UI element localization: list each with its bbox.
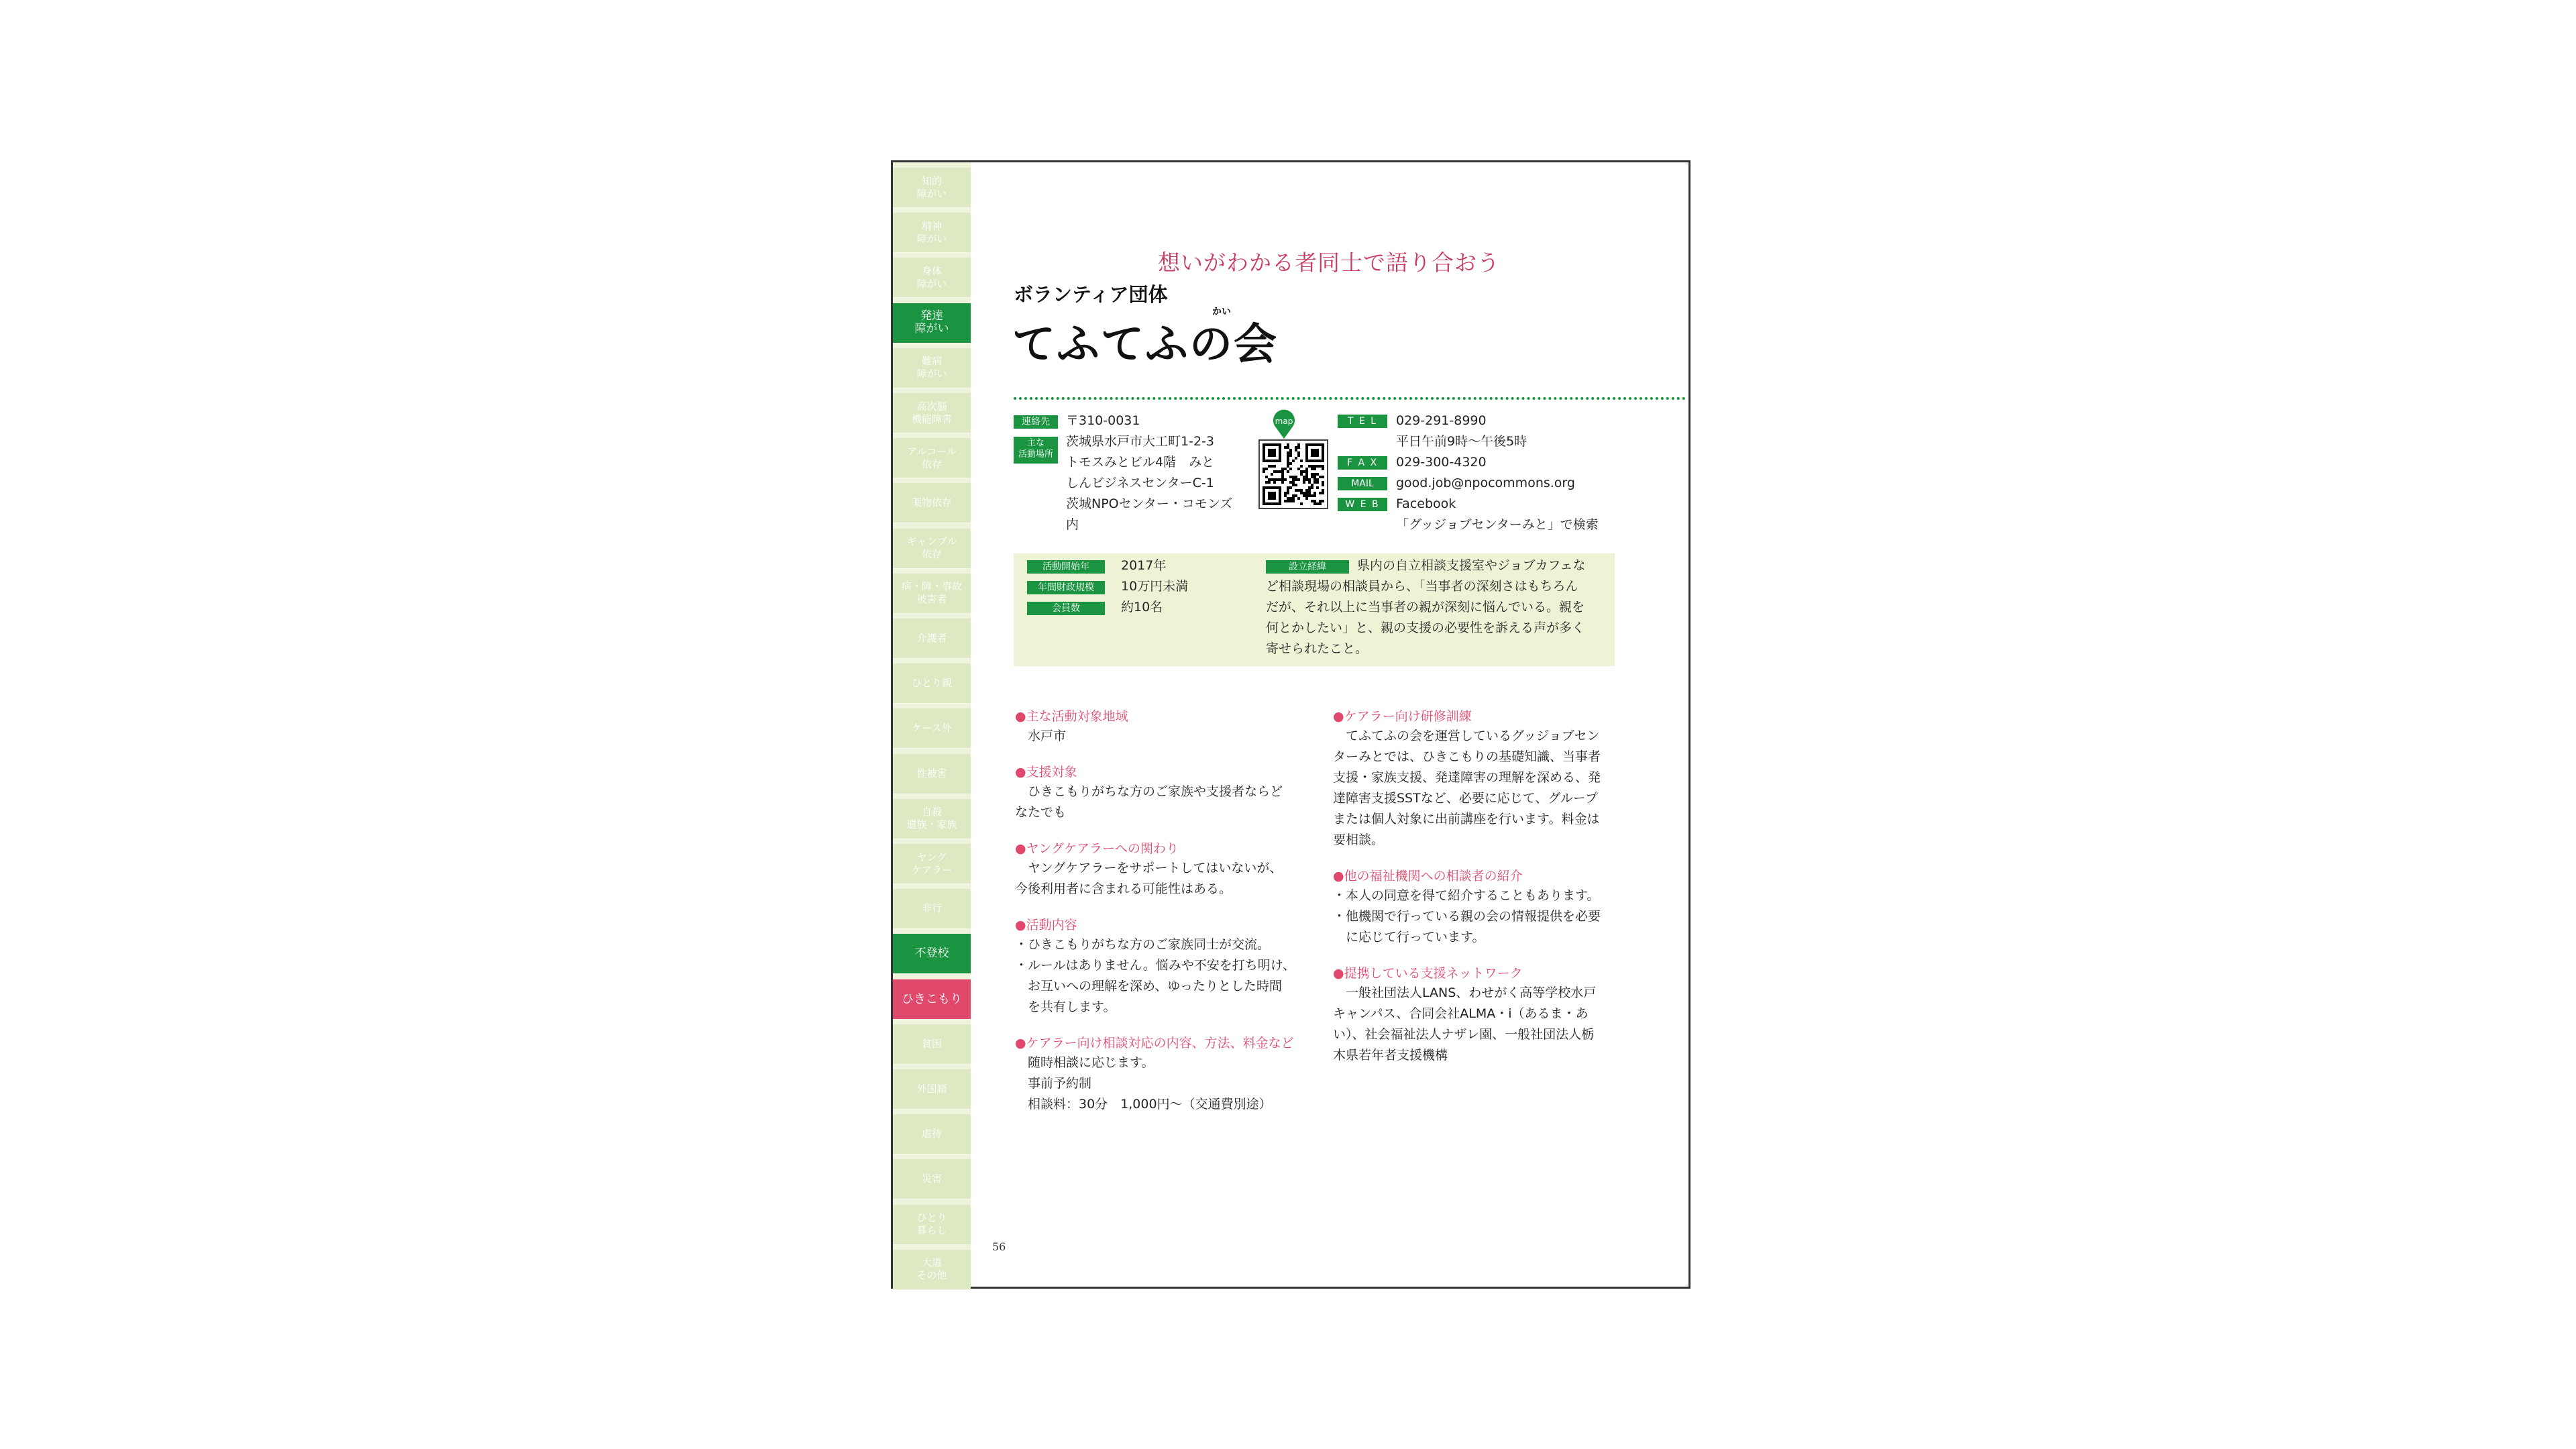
section-body: ひきこもりがちな方のご家族や支援者ならど なたでも xyxy=(1015,784,1283,820)
section-heading: ●他の福祉機関への相談者の紹介 xyxy=(1333,869,1523,883)
left-column xyxy=(1015,707,1303,1131)
organization-type: ボランティア団体 xyxy=(1014,283,1168,306)
category-tab[interactable]: ケース外 xyxy=(893,708,971,749)
members-label: 会員数 xyxy=(1027,602,1105,615)
section-heading: ●ケアラー向け相談対応の内容、方法、料金など xyxy=(1015,1036,1294,1051)
member-count: 約10名 xyxy=(1121,600,1163,614)
section-heading: ●支援対象 xyxy=(1015,765,1077,780)
section-heading: ●主な活動対象地域 xyxy=(1015,709,1128,724)
category-tab[interactable]: ひとり 暮らし xyxy=(893,1205,971,1245)
category-tab[interactable]: 介護者 xyxy=(893,619,971,659)
web-text: Facebook 「グッジョブセンターみと」で検索 xyxy=(1396,496,1599,532)
category-tab[interactable]: 身体 障がい xyxy=(893,258,971,298)
section-heading: ●ヤングケアラーへの関わり xyxy=(1015,841,1179,856)
category-tab[interactable]: 虐待 xyxy=(893,1114,971,1155)
category-tab[interactable]: 高次脳 機能障害 xyxy=(893,393,971,433)
fax-label: F A X xyxy=(1338,456,1387,470)
organization-info-box xyxy=(1014,553,1615,666)
address-text: 〒310-0031 茨城県水戸市大工町1-2-3 トモスみとビル4階 みと しんビジネスセンターC-1 茨城NPOセンター・コモンズ 内 xyxy=(1066,413,1233,532)
category-tab[interactable]: 発達 障がい xyxy=(893,303,971,343)
annual-budget: 10万円未満 xyxy=(1121,579,1189,594)
mail-label: MAIL xyxy=(1338,477,1387,490)
section-body: ヤングケアラーをサポートしてはいないが、 今後利用者に含まれる可能性はある。 xyxy=(1015,861,1283,896)
category-tab[interactable]: 外国籍 xyxy=(893,1069,971,1110)
tel-label: T E L xyxy=(1338,415,1387,428)
office-hours: 平日午前9時〜午後5時 xyxy=(1396,434,1527,449)
right-column xyxy=(1333,707,1621,1082)
section-heading: ●活動内容 xyxy=(1015,918,1077,932)
origin-text: 県内の自立相談支援室やジョブカフェな ど相談現場の相談員から、「当事者の深刻さはもちろん だが、それ以上に当事者の親が深刻に悩んでいる。親を 何とかしたい」と、親の支援の必要性を訴える声が多く 寄せられたこと。 xyxy=(1266,558,1586,656)
web-label: W E B xyxy=(1338,498,1387,511)
qr-code-icon[interactable] xyxy=(1258,439,1328,509)
document-page xyxy=(891,160,1690,1289)
section-heading: ●提携している支援ネットワーク xyxy=(1333,966,1523,981)
category-tab[interactable]: ひきこもり xyxy=(893,979,971,1020)
section-body: ・本人の同意を得て紹介することもあります。 ・他機関で行っている親の会の情報提供を必要 に応じて行っています。 xyxy=(1333,888,1601,945)
origin-label: 設立経緯 xyxy=(1266,560,1349,574)
map-pin-icon xyxy=(1269,409,1299,440)
section-heading: ●ケアラー向け研修訓練 xyxy=(1333,709,1472,724)
category-tab[interactable]: 非行 xyxy=(893,889,971,929)
category-tab[interactable]: 性被害 xyxy=(893,754,971,794)
category-tab[interactable]: 薬物依存 xyxy=(893,483,971,523)
section-body: 一般社団法人LANS、わせがく高等学校水戸 キャンパス、合同会社ALMA・i（あるま・あ い）、社会福祉法人ナザレ園、一般社団法人栃 木県若年者支援機構 xyxy=(1333,985,1597,1063)
location-label: 主な 活動場所 xyxy=(1014,437,1058,464)
category-tab[interactable]: 知的 障がい xyxy=(893,168,971,208)
category-tab[interactable]: 貧困 xyxy=(893,1024,971,1065)
category-tab[interactable]: 精神 障がい xyxy=(893,213,971,253)
category-tab[interactable]: ひとり親 xyxy=(893,663,971,704)
category-tab[interactable]: 難病 障がい xyxy=(893,348,971,388)
section-body: 随時相談に応じます。 事前予約制 相談料：30分 1,000円〜（交通費別途） xyxy=(1028,1055,1272,1112)
category-tab-column xyxy=(893,162,971,1287)
map-label: map xyxy=(1275,417,1293,426)
category-tab[interactable]: 大道 その他 xyxy=(893,1250,971,1290)
start-year-label: 活動開始年 xyxy=(1027,560,1105,574)
section-body: ・ひきこもりがちな方のご家族同士が交流。 ・ルールはありません。悩みや不安を打ち明け、 お互いへの理解を深め、ゆったりとした時間 を共有します。 xyxy=(1015,937,1296,1014)
contact-label: 連絡先 xyxy=(1014,415,1058,429)
tel-number: 029-291-8990 xyxy=(1396,413,1487,428)
category-tab[interactable]: 災害 xyxy=(893,1159,971,1199)
category-tab[interactable]: アルコール 依存 xyxy=(893,438,971,478)
category-tab[interactable]: ギャンブル 依存 xyxy=(893,529,971,569)
section-body: 水戸市 xyxy=(1015,729,1067,743)
dotted-divider xyxy=(1014,397,1686,400)
catchphrase: 想いがわかる者同士で語り合おう xyxy=(1158,250,1500,276)
fax-number: 029-300-4320 xyxy=(1396,455,1487,470)
page-number: 56 xyxy=(992,1240,1006,1253)
furigana: かい xyxy=(1212,307,1231,317)
budget-label: 年間財政規模 xyxy=(1027,581,1105,594)
mail-address[interactable]: good.job@npocommons.org xyxy=(1396,476,1575,490)
organization-name: てふてふの会 xyxy=(1012,320,1278,370)
category-tab[interactable]: ヤング ケアラー xyxy=(893,844,971,884)
category-tab[interactable]: 不登校 xyxy=(893,934,971,974)
start-year: 2017年 xyxy=(1121,558,1167,573)
category-tab[interactable]: 自殺 遺族・家族 xyxy=(893,799,971,839)
section-body: てふてふの会を運営しているグッジョブセン ターみとでは、ひきこもりの基礎知識、当事者 支援・家族支援、発達障害の理解を深める、発 達障害支援SSTなど、必要に応じて、グループ または個人対象に出前講座を行います。料金は 要相談。 xyxy=(1333,729,1601,847)
category-tab[interactable]: 病・障・事故 被害者 xyxy=(893,574,971,614)
